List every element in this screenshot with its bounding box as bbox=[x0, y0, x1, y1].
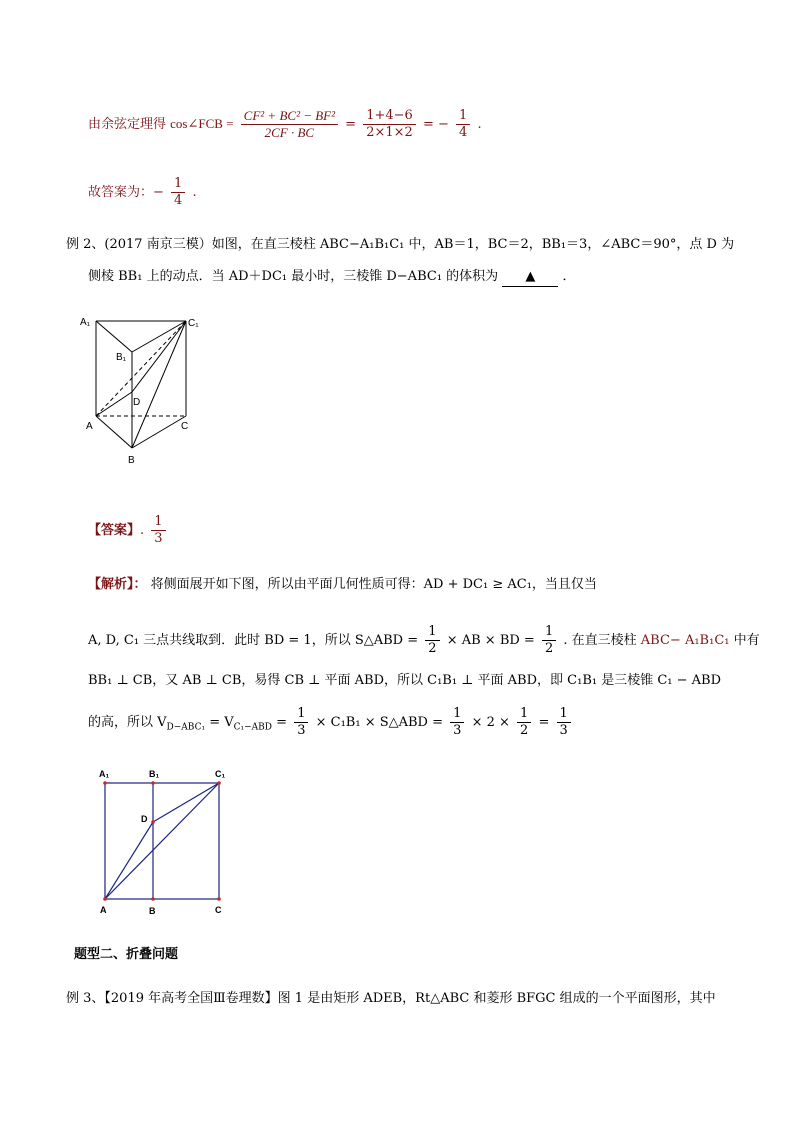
answer-blank bbox=[502, 268, 558, 287]
analysis-text-2c: . 在直三棱柱 bbox=[563, 633, 637, 648]
unfolded-figure bbox=[94, 766, 234, 922]
fraction-2-den: 2×1×2 bbox=[366, 125, 413, 140]
l4-f1-num: 1 bbox=[294, 706, 308, 723]
label-d: D bbox=[133, 397, 141, 408]
edge-b1c1 bbox=[132, 321, 186, 352]
volume-sub-2: C₁−ABD bbox=[233, 722, 272, 733]
analysis-text-2b: × AB × BD = bbox=[446, 633, 535, 648]
l4-fraction-4 bbox=[557, 706, 571, 739]
l4-f4-num: 1 bbox=[557, 706, 571, 723]
point-b bbox=[151, 897, 155, 901]
analysis-text-4e: × 2 × bbox=[471, 715, 510, 730]
label-d: D bbox=[141, 814, 148, 824]
example-2-line-2 bbox=[88, 268, 575, 287]
answer-block bbox=[88, 514, 169, 550]
example-2-line-1: 例 2、(2017 南京三模）如图，在直三棱柱 ABC−A₁B₁C₁ 中，AB＝1，BC＝2，BB₁＝3，∠ABC＝90°，点 D 为 bbox=[66, 237, 735, 252]
point-d bbox=[151, 820, 155, 824]
l4-fraction-1 bbox=[294, 706, 308, 739]
cos-lhs: cos∠FCB = bbox=[170, 116, 234, 131]
answer-fraction-num: 1 bbox=[171, 176, 185, 193]
label-b: B bbox=[149, 906, 156, 916]
answer-tag: 【答案】 bbox=[88, 523, 141, 538]
l4-f3-num: 1 bbox=[517, 706, 531, 723]
fraction-2 bbox=[363, 108, 416, 141]
analysis-text-4a: 的高，所以 V bbox=[88, 715, 167, 730]
edge-ad bbox=[96, 392, 132, 416]
fraction-2-num: 1+4−6 bbox=[363, 108, 416, 125]
label-a1: A₁ bbox=[99, 769, 110, 779]
label-b1: B₁ bbox=[116, 352, 127, 363]
edge-ab bbox=[96, 416, 132, 448]
edge-ad bbox=[105, 822, 153, 899]
label-b: B bbox=[128, 455, 135, 466]
fraction-1-num: CF² + BC² − BF² bbox=[241, 108, 338, 125]
answer-sep: . bbox=[140, 523, 145, 538]
analysis-line-2 bbox=[88, 624, 760, 664]
l4-f4-den: 3 bbox=[559, 723, 568, 738]
l2-f2-den: 2 bbox=[544, 641, 554, 656]
analysis-line-1 bbox=[88, 576, 597, 594]
point-a1 bbox=[103, 781, 107, 785]
fraction-1 bbox=[241, 108, 338, 141]
answer-prefix: 故答案为：− bbox=[88, 185, 164, 200]
l4-fraction-2 bbox=[450, 706, 464, 739]
analysis-line-3: BB₁ ⊥ CB，又 AB ⊥ CB，易得 CB ⊥ 平面 ABD，所以 C₁B₁ ⊥ 平面 ABD，即 C₁B₁ 是三棱锥 C₁ − ABD bbox=[88, 673, 722, 688]
label-a1: A₁ bbox=[80, 317, 91, 328]
eq-sign-2: = − bbox=[422, 117, 449, 132]
analysis-line-4 bbox=[88, 706, 574, 746]
edge-bc1 bbox=[132, 321, 189, 448]
l2-f2-num: 1 bbox=[542, 624, 556, 641]
fraction-1-den: 2CF · BC bbox=[264, 125, 315, 140]
volume-sub-1: D−ABC₁ bbox=[166, 722, 206, 733]
label-a: A bbox=[100, 905, 107, 915]
answer-line-1 bbox=[88, 176, 197, 209]
eq-sign: = bbox=[345, 117, 357, 132]
answer-fraction-den: 4 bbox=[174, 193, 183, 208]
l4-f2-den: 3 bbox=[453, 723, 462, 738]
l4-f3-den: 2 bbox=[520, 723, 529, 738]
label-c: C bbox=[215, 905, 222, 915]
edge-ac1-hidden bbox=[96, 321, 186, 416]
example-2-end: ． bbox=[562, 269, 576, 284]
example-3-line-1: 例 3、【2019 年高考全国Ⅲ卷理数】图 1 是由矩形 ADEB，Rt△ABC 和菱形 BFGC 组成的一个平面图形，其中 bbox=[66, 991, 716, 1006]
analysis-prism-name: ABC− A₁B₁C₁ bbox=[640, 633, 730, 648]
answer-end: . bbox=[192, 185, 197, 200]
section-title: 题型二、折叠问题 bbox=[74, 947, 179, 962]
analysis-text-2a: A, D, C₁ 三点共线取到．此时 BD = 1，所以 S△ABD = bbox=[88, 633, 419, 648]
line-end: . bbox=[477, 117, 482, 132]
analysis-text-4d: × C₁B₁ × S△ABD = bbox=[315, 715, 444, 730]
blank-triangle: ▲ bbox=[525, 269, 536, 284]
fraction-3-num: 1 bbox=[456, 108, 470, 125]
point-b1 bbox=[151, 781, 155, 785]
l2-fraction-1 bbox=[425, 624, 439, 657]
label-c1: C₁ bbox=[215, 769, 226, 779]
analysis-text-4c: = bbox=[276, 715, 288, 730]
analysis-text-2e: 中有 bbox=[733, 633, 760, 648]
analysis-text-4b: = V bbox=[209, 715, 234, 730]
edge-a1b1 bbox=[96, 321, 132, 352]
fraction-3-den: 4 bbox=[459, 125, 468, 140]
label-c: C bbox=[181, 421, 189, 432]
point-a bbox=[103, 897, 107, 901]
label-b1: B₁ bbox=[149, 769, 160, 779]
label-a: A bbox=[86, 421, 93, 432]
l4-f2-num: 1 bbox=[450, 706, 464, 723]
point-c1 bbox=[217, 781, 221, 785]
analysis-text-1: 将侧面展开如下图，所以由平面几何性质可得：AD + DC₁ ≥ AC₁，当且仅当 bbox=[150, 577, 597, 592]
analysis-tag: 【解析】： bbox=[88, 577, 147, 592]
l4-fraction-3 bbox=[517, 706, 531, 739]
edge-ac1 bbox=[105, 783, 219, 899]
answer-main-den: 3 bbox=[154, 531, 163, 546]
l2-f1-num: 1 bbox=[425, 624, 439, 641]
edge-dc1 bbox=[132, 321, 186, 392]
cosine-prefix: 由余弦定理得 bbox=[88, 117, 167, 132]
l2-f1-den: 2 bbox=[428, 641, 437, 656]
l4-f1-den: 3 bbox=[297, 723, 306, 738]
edge-bc bbox=[132, 416, 189, 448]
answer-fraction bbox=[171, 176, 185, 209]
analysis-text-4f: = bbox=[538, 715, 550, 730]
fraction-3 bbox=[456, 108, 470, 141]
example-2-question: 侧棱 BB₁ 上的动点．当 AD＋DC₁ 最小时，三棱锥 D−ABC₁ 的体积为 bbox=[88, 269, 499, 284]
cosine-rule-line bbox=[88, 108, 482, 148]
answer-main-num: 1 bbox=[151, 514, 165, 531]
l2-fraction-2 bbox=[542, 624, 556, 657]
answer-main-fraction bbox=[151, 514, 165, 547]
prism-figure bbox=[74, 312, 214, 472]
point-c bbox=[217, 897, 221, 901]
label-c1: C₁ bbox=[188, 318, 199, 329]
